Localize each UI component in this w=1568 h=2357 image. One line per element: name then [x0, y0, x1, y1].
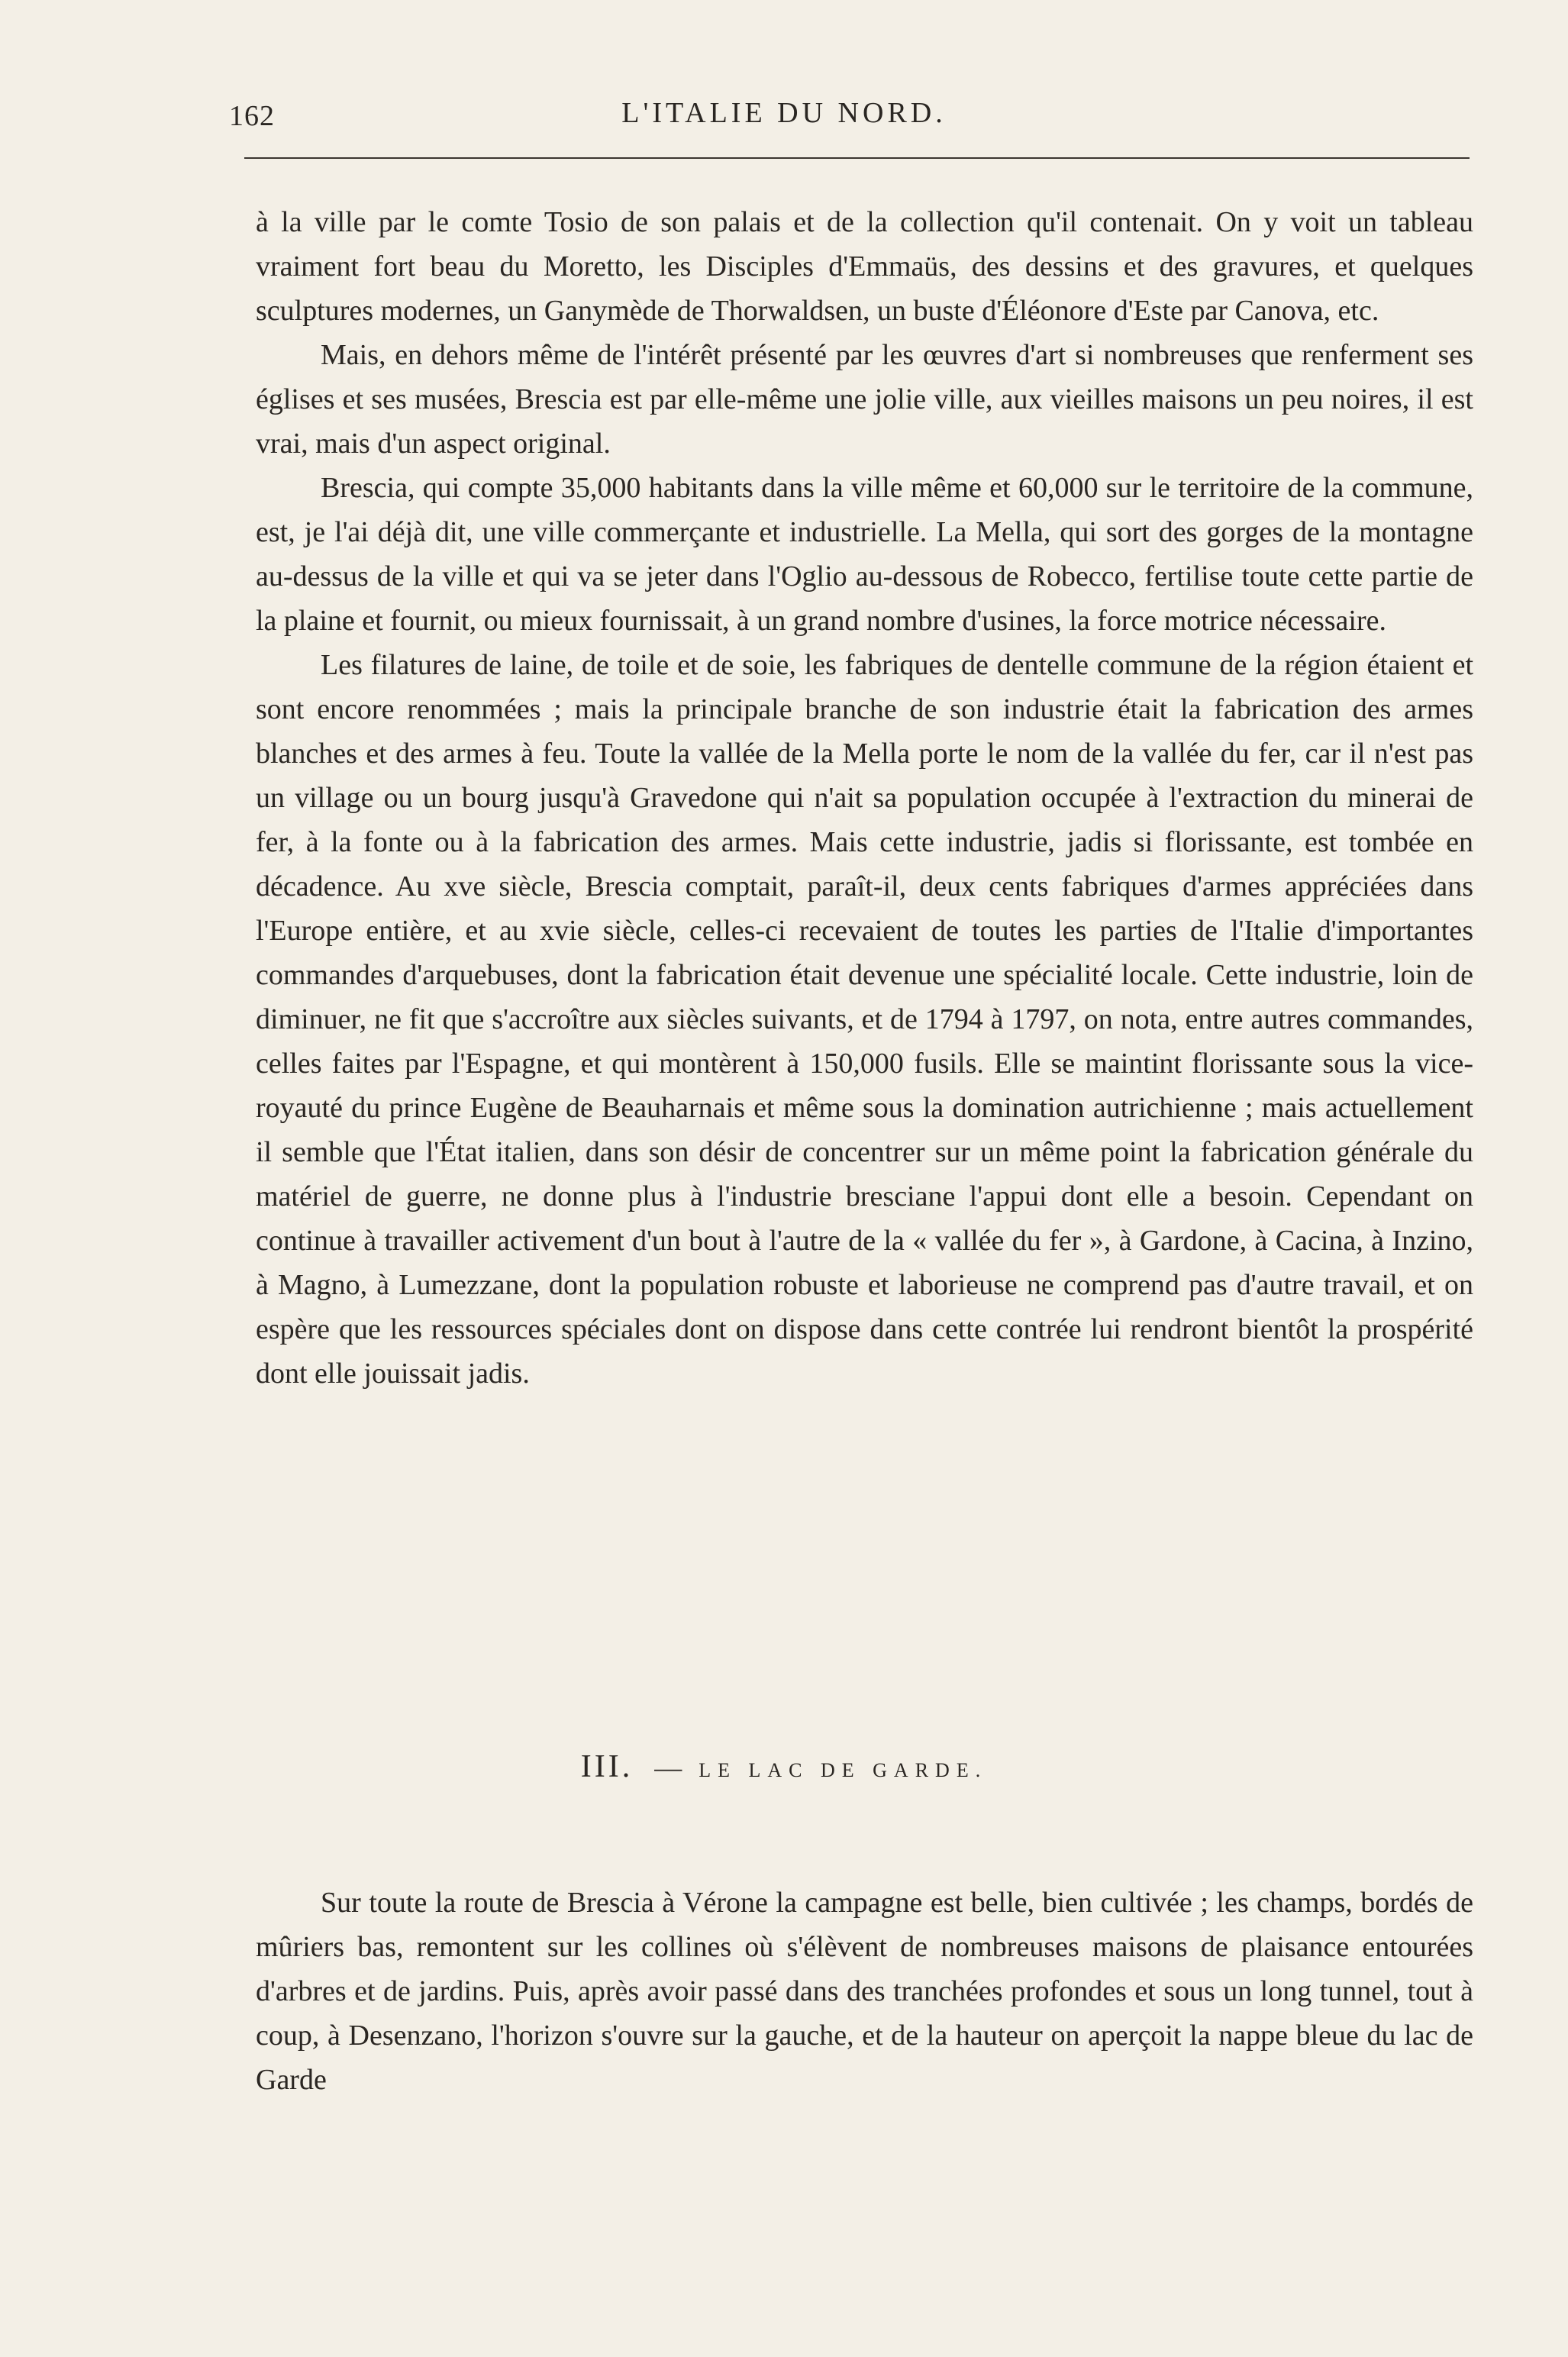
- section-dash: —: [654, 1752, 682, 1783]
- page-header: [0, 0, 1568, 168]
- section-number: III.: [580, 1749, 634, 1784]
- paragraph: à la ville par le comte Tosio de son palais et de la collection qu'il contenait. On y voit un tableau vraiment fort beau du Moretto, les Disciples d'Emmaüs, des dessins et des gravures, et quelques sculptures modernes, un Ganymède de Thorwaldsen, un buste d'Éléonore d'Este par Canova, etc.: [256, 206, 1473, 327]
- section-body-text: [256, 1881, 1473, 2102]
- section-title: LE LAC DE GARDE.: [699, 1759, 988, 1781]
- page-number: 162: [229, 100, 275, 132]
- running-title: L'ITALIE DU NORD.: [621, 97, 947, 129]
- header-rule: [244, 157, 1470, 159]
- section-heading: [0, 1748, 1568, 1785]
- paragraph: Les filatures de laine, de toile et de soie, les fabriques de dentelle commune de la région étaient et sont encore renommées ; mais la principale branche de son industrie était la fabrication des armes blanches et des armes à feu. Toute la vallée de la Mella porte le nom de la vallée du fer, car il n'est pas un village ou un bourg jusqu'à Gravedone qui n'ait sa population occupée à l'extraction du minerai de fer, à la fonte ou à la fabrication des armes. Mais cette industrie, jadis si florissante, est tombée en décadence. Au xve siècle, Brescia comptait, paraît-il, deux cents fabriques d'armes appréciées dans l'Europe entière, et au xvie siècle, celles-ci recevaient de toutes les parties de l'Italie d'importantes commandes d'arquebuses, dont la fabrication était devenue une spécialité locale. Cette industrie, loin de diminuer, ne fit que s'accroître aux siècles suivants, et de 1794 à 1797, on nota, entre autres commandes, celles faites par l'Espagne, et qui montèrent à 150,000 fusils. Elle se maintint florissante sous la vice-royauté du prince Eugène de Beauharnais et même sous la domination autrichienne ; mais actuellement il semble que l'État italien, dans son désir de concentrer sur un même point la fabrication générale du matériel de guerre, ne donne plus à l'industrie bresciane l'appui dont elle a besoin. Cependant on continue à travailler activement d'un bout à l'autre de la « vallée du fer », à Gardone, à Cacina, à Inzino, à Magno, à Lumezzane, dont la population robuste et laborieuse ne comprend pas d'autre travail, et on espère que les ressources spéciales dont on dispose dans cette contrée lui rendront bientôt la prospérité dont elle jouissait jadis.: [256, 649, 1473, 1390]
- paragraph: Brescia, qui compte 35,000 habitants dans la ville même et 60,000 sur le territoire de la commune, est, je l'ai déjà dit, une ville commerçante et industrielle. La Mella, qui sort des gorges de la montagne au-dessus de la ville et qui va se jeter dans l'Oglio au-dessous de Robecco, fertilise toute cette partie de la plaine et fournit, ou mieux fournissait, à un grand nombre d'usines, la force motrice nécessaire.: [256, 472, 1473, 637]
- paragraph: Mais, en dehors même de l'intérêt présenté par les œuvres d'art si nombreuses que renferment ses églises et ses musées, Brescia est par elle-même une jolie ville, aux vieilles maisons un peu noires, il est vrai, mais d'un aspect original.: [256, 339, 1473, 460]
- body-text: [256, 200, 1473, 1396]
- paragraph: Sur toute la route de Brescia à Vérone la campagne est belle, bien cultivée ; les champs, bordés de mûriers bas, remontent sur les collines où s'élèvent de nombreuses maisons de plaisance entourées d'arbres et de jardins. Puis, après avoir passé dans des tranchées profondes et sous un long tunnel, tout à coup, à Desenzano, l'horizon s'ouvre sur la gauche, et de la hauteur on aperçoit la nappe bleue du lac de Garde: [256, 1887, 1473, 2096]
